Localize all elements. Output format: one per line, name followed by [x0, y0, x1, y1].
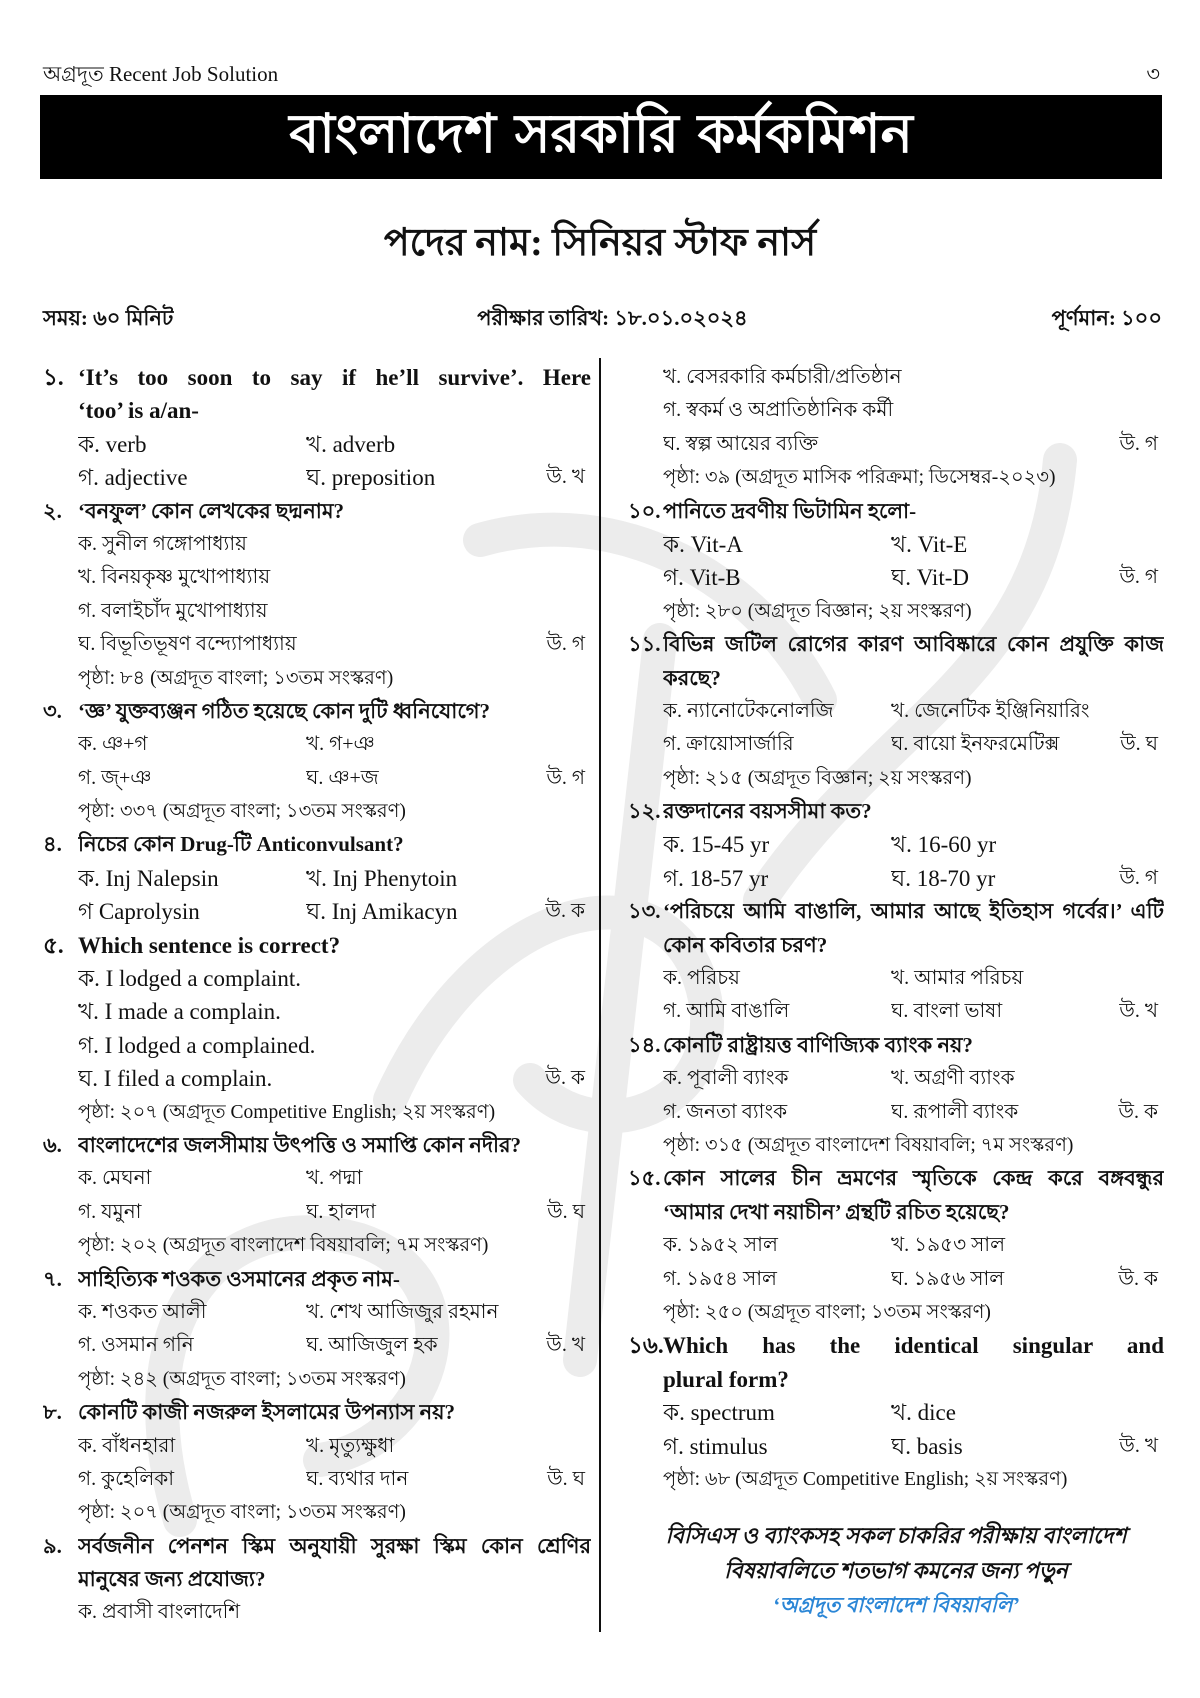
page-reference: [628, 461, 1164, 494]
option-text: খ. I made a complain.: [78, 999, 281, 1025]
option-ka: ক. ন্যানোটেকনোলজি: [663, 699, 834, 722]
options-row: [43, 1162, 591, 1195]
reference-text: পৃষ্ঠা: ২০৭ (অগ্রদূত বাংলা; ১৩তম সংস্করণ): [78, 1502, 406, 1524]
page-reference: [43, 795, 591, 828]
question-stem: [628, 795, 1164, 828]
option-ga: গ. ক্রায়োসার্জারি: [663, 733, 794, 756]
question-2: [43, 495, 591, 695]
question-number: ১১.: [628, 632, 661, 657]
reference-text: পৃষ্ঠা: ২৫০ (অগ্রদূত বাংলা; ১৩তম সংস্করণ): [663, 1301, 991, 1323]
option-ga: গ. adjective: [78, 465, 188, 491]
options-row: [628, 862, 1164, 895]
option-ka: ক. পূবালী ব্যাংক: [663, 1067, 789, 1090]
post-title: পদের নাম: সিনিয়র স্টাফ নার্স: [383, 222, 817, 264]
answer-key: উ. ঘ: [547, 1467, 585, 1490]
question-5: [43, 929, 591, 1129]
options-row: [628, 728, 1164, 761]
options-row: [628, 528, 1164, 561]
option-gha: [43, 1062, 591, 1095]
option-ga: গ. জনতা ব্যাংক: [663, 1100, 788, 1123]
answer-key: উ. খ: [546, 1334, 585, 1357]
question-stem: [43, 929, 591, 962]
right-column: [628, 361, 1164, 1623]
option-kha: খ. ১৯৫৩ সাল: [891, 1234, 1005, 1257]
question-number: ১০.: [628, 498, 661, 523]
option-ga: গ. কুহেলিকা: [78, 1467, 175, 1490]
question-stem: [43, 361, 591, 394]
reference-text: পৃষ্ঠা: ২০২ (অগ্রদূত বাংলাদেশ বিষয়াবলি; ৭ম সংস্করণ): [78, 1235, 489, 1257]
question-text: নিচের কোন Drug-টি Anticonvulsant?: [78, 832, 404, 857]
reference-text: পৃষ্ঠা: ২০৭ (অগ্রদূত Competitive English; ২য় সংস্করণ): [78, 1101, 496, 1123]
question-text: সর্বজনীন পেনশন স্কিম অনুযায়ী সুরক্ষা স্কিম কোন শ্রেণির: [78, 1533, 591, 1558]
page-number: ৩: [1146, 62, 1160, 86]
question-stem: [43, 1530, 591, 1563]
option-ga: [628, 394, 1164, 427]
answer-key: উ. ক: [1118, 1100, 1158, 1123]
book-promo: [628, 1518, 1164, 1623]
option-ka: [43, 528, 591, 561]
answer-key: উ. গ: [1119, 432, 1158, 455]
exam-info-row: [43, 303, 1162, 333]
option-ga: গ Caprolysin: [78, 899, 200, 925]
page-reference: [628, 595, 1164, 628]
page-reference: [628, 762, 1164, 795]
question-9-continued: [628, 361, 1164, 495]
options-row: [628, 1263, 1164, 1296]
exam-time: সময়: ৬০ মিনিট: [43, 306, 174, 330]
question-text: মানুষের জন্য প্রযোজ্য?: [78, 1567, 266, 1592]
question-10: [628, 495, 1164, 629]
reference-text: পৃষ্ঠা: ৩৯ (অগ্রদূত মাসিক পরিক্রমা; ডিসেম্বর-২০২৩): [663, 467, 1056, 489]
option-text: খ. বিনয়কৃষ্ণ মুখোপাধ্যায়: [78, 566, 271, 589]
reference-text: পৃষ্ঠা: ৮৪ (অগ্রদূত বাংলা; ১৩তম সংস্করণ): [78, 667, 394, 689]
page-reference: [43, 1363, 591, 1396]
option-ga: গ. Vit-B: [663, 565, 741, 591]
question-text: কোনটি কাজী নজরুল ইসলামের উপন্যাস নয়?: [78, 1400, 455, 1425]
options-row: [628, 1229, 1164, 1262]
answer-key: উ. খ: [546, 466, 585, 489]
option-kha: খ. dice: [891, 1400, 956, 1426]
option-ka: ক. 15-45 yr: [663, 832, 770, 858]
option-gha: ঘ. ঞ+জ: [306, 766, 379, 789]
question-stem-continued: [628, 1196, 1164, 1229]
page-reference: [628, 1296, 1164, 1329]
question-1: [43, 361, 591, 495]
question-number: ৩.: [43, 698, 62, 723]
options-row: [43, 1329, 591, 1362]
promo-book-title: ‘অগ্রদূত বাংলাদেশ বিষয়াবলি’: [772, 1593, 1020, 1618]
question-7: [43, 1263, 591, 1397]
options-row: [43, 1196, 591, 1229]
option-ga: [43, 1029, 591, 1062]
options-row: [43, 461, 591, 494]
option-gha: ঘ. ১৯৫৬ সাল: [891, 1267, 1005, 1290]
question-9: [43, 1530, 591, 1630]
question-stem: [43, 828, 591, 861]
option-gha: [628, 428, 1164, 461]
question-text: Which has the identical singular and: [663, 1333, 1164, 1359]
reference-text: পৃষ্ঠা: ২৪২ (অগ্রদূত বাংলা; ১৩তম সংস্করণ): [78, 1368, 406, 1390]
question-8: [43, 1396, 591, 1530]
option-gha: ঘ. basis: [891, 1433, 963, 1459]
option-text: ক. প্রবাসী বাংলাদেশি: [78, 1601, 241, 1624]
option-ga: [43, 595, 591, 628]
question-stem-continued: [628, 929, 1164, 962]
question-stem: [43, 1263, 591, 1296]
options-row: [628, 1096, 1164, 1129]
answer-key: উ. খ: [1119, 1434, 1158, 1457]
question-number: ১৬.: [628, 1333, 664, 1359]
question-text: বাংলাদেশের জলসীমায় উৎপত্তি ও সমাপ্তি কোন নদীর?: [78, 1132, 522, 1157]
options-row: [628, 1062, 1164, 1095]
option-kha: খ. Vit-E: [891, 531, 968, 557]
question-stem: [628, 628, 1164, 661]
option-kha: খ. adverb: [306, 431, 396, 457]
option-gha: ঘ. 18-70 yr: [891, 865, 996, 891]
page-reference: [628, 1129, 1164, 1162]
full-marks: পূর্ণমান: ১০০: [1051, 306, 1162, 330]
question-text: কোন সালের চীন ভ্রমণের স্মৃতিকে কেন্দ্র করে বঙ্গবন্ধুর: [663, 1166, 1164, 1191]
running-header: অগ্রদূত Recent Job Solution: [43, 62, 279, 86]
option-ka: ক. Inj Nalepsin: [78, 865, 219, 891]
option-text: গ. বলাইচাঁদ মুখোপাধ্যায়: [78, 599, 268, 622]
question-number: ৪.: [43, 832, 62, 857]
options-row: [43, 1463, 591, 1496]
option-kha: খ. মৃত্যুক্ষুধা: [306, 1434, 395, 1457]
option-kha: খ. শেখ আজিজুর রহমান: [306, 1300, 499, 1323]
question-stem: [43, 1129, 591, 1162]
question-number: ৬.: [43, 1132, 62, 1157]
left-column: [43, 361, 591, 1630]
option-ka: ক. verb: [78, 431, 147, 457]
option-ga: গ. ওসমান গনি: [78, 1334, 194, 1357]
question-number: ৯.: [43, 1533, 62, 1558]
question-text: plural form?: [663, 1366, 789, 1392]
option-kha: খ. গ+ঞ: [306, 733, 375, 756]
question-stem-continued: [628, 1363, 1164, 1396]
option-gha: ঘ. বায়ো ইনফরমেটিক্স: [891, 733, 1060, 756]
question-stem: [43, 1396, 591, 1429]
question-text: ‘too’ is a/an-: [78, 398, 199, 424]
question-4: [43, 828, 591, 928]
options-row: [628, 695, 1164, 728]
question-text: করছে?: [663, 665, 721, 690]
options-row: [628, 828, 1164, 861]
question-stem: [43, 695, 591, 728]
question-16: [628, 1329, 1164, 1496]
option-text: খ. বেসরকারি কর্মচারী/প্রতিষ্ঠান: [663, 366, 902, 388]
answer-key: উ. গ: [1119, 566, 1158, 589]
option-kha: খ. আমার পরিচয়: [891, 967, 1024, 990]
question-text: পানিতে দ্রবণীয় ভিটামিন হলো-: [663, 498, 917, 523]
question-number: ১৪.: [628, 1032, 661, 1057]
option-ga: গ. ১৯৫৪ সাল: [663, 1267, 777, 1290]
option-gha: ঘ. আজিজুল হক: [306, 1334, 438, 1357]
exam-date: পরীক্ষার তারিখ: ১৮.০১.০২০২৪: [477, 306, 748, 330]
question-text: কোন কবিতার চরণ?: [663, 932, 828, 957]
question-number: ৮.: [43, 1400, 62, 1425]
question-stem: [43, 495, 591, 528]
promo-line: বিষয়াবলিতে শতভাগ কমনের জন্য পড়ুন: [724, 1558, 1068, 1584]
answer-key: উ. ক: [545, 900, 585, 923]
page-reference: [43, 1229, 591, 1262]
question-13: [628, 895, 1164, 1029]
option-gha: ঘ. Vit-D: [891, 565, 969, 591]
banner-title: বাংলাদেশ সরকারি কর্মকমিশন: [289, 102, 913, 165]
commission-banner: [40, 95, 1162, 179]
option-ga: গ. আমি বাঙালি: [663, 1000, 790, 1023]
option-ga: গ. 18-57 yr: [663, 865, 769, 891]
options-row: [628, 561, 1164, 594]
option-ka: [43, 1596, 591, 1629]
question-number: ১২.: [628, 799, 661, 824]
option-kha: খ. অগ্রণী ব্যাংক: [891, 1067, 1015, 1090]
question-6: [43, 1129, 591, 1263]
options-row: [628, 962, 1164, 995]
column-divider: [599, 358, 601, 1632]
option-ka: ক. ১৯৫২ সাল: [663, 1234, 778, 1257]
question-14: [628, 1029, 1164, 1163]
option-gha: ঘ. ব্যথার দান: [306, 1467, 409, 1490]
option-gha: ঘ. preposition: [306, 465, 436, 491]
question-stem: [628, 1162, 1164, 1195]
question-text: রক্তদানের বয়সসীমা কত?: [663, 799, 872, 824]
option-text: গ. স্বকর্ম ও অপ্রাতিষ্ঠানিক কর্মী: [663, 399, 894, 422]
question-number: ৫.: [43, 932, 64, 958]
question-stem: [628, 495, 1164, 528]
reference-text: পৃষ্ঠা: ৬৮ (অগ্রদূত Competitive English; ২য় সংস্করণ): [663, 1468, 1068, 1490]
answer-key: উ. গ: [1119, 866, 1158, 889]
question-stem-continued: [628, 662, 1164, 695]
answer-key: উ. ক: [545, 1067, 585, 1090]
options-row: [43, 1296, 591, 1329]
page-reference: [43, 662, 591, 695]
option-ka: ক. মেঘনা: [78, 1167, 152, 1190]
reference-text: পৃষ্ঠা: ৩১৫ (অগ্রদূত বাংলাদেশ বিষয়াবলি; ৭ম সংস্করণ): [663, 1134, 1074, 1156]
question-stem-continued: [43, 394, 591, 427]
page-reference: [43, 1496, 591, 1529]
option-text: ঘ. I filed a complain.: [78, 1066, 273, 1092]
option-kha: খ. Inj Phenytoin: [306, 865, 458, 891]
option-text: গ. I lodged a complained.: [78, 1032, 316, 1058]
question-text: ‘পরিচয়ে আমি বাঙালি, আমার আছে ইতিহাস গর্বের।’ এটি: [663, 899, 1164, 924]
reference-text: পৃষ্ঠা: ২৮০ (অগ্রদূত বিজ্ঞান; ২য় সংস্করণ): [663, 600, 972, 622]
page-reference: [43, 1096, 591, 1129]
page-reference: [628, 1463, 1164, 1496]
options-row: [628, 1396, 1164, 1429]
reference-text: পৃষ্ঠা: ২১৫ (অগ্রদূত বিজ্ঞান; ২য় সংস্করণ): [663, 767, 972, 789]
option-gha: ঘ. হালদা: [306, 1200, 376, 1223]
option-kha: [628, 361, 1164, 394]
promo-line: বিসিএস ও ব্যাংকসহ সকল চাকরির পরীক্ষায় বাংলাদেশ: [665, 1523, 1127, 1549]
question-text: ‘জ্ঞ’ যুক্তব্যঞ্জন গঠিত হয়েছে কোন দুটি ধ্বনিযোগে?: [78, 698, 491, 723]
option-ka: ক. Vit-A: [663, 531, 743, 557]
question-15: [628, 1162, 1164, 1329]
option-text: ঘ. বিভূতিভূষণ বন্দ্যোপাধ্যায়: [78, 633, 297, 656]
answer-key: উ. ঘ: [547, 1200, 585, 1223]
question-stem-continued: [43, 1563, 591, 1596]
answer-key: উ. খ: [1119, 1000, 1158, 1023]
question-number: ১৩.: [628, 899, 661, 924]
option-ga: গ. stimulus: [663, 1433, 768, 1459]
option-ka: ক. বাঁধনহারা: [78, 1434, 176, 1457]
answer-key: উ. গ: [546, 633, 585, 656]
option-kha: [43, 995, 591, 1028]
options-row: [43, 862, 591, 895]
question-number: ১৫.: [628, 1166, 661, 1191]
reference-text: পৃষ্ঠা: ৩৩৭ (অগ্রদূত বাংলা; ১৩তম সংস্করণ): [78, 801, 406, 823]
option-kha: খ. পদ্মা: [306, 1167, 363, 1190]
option-text: ক. সুনীল গঙ্গোপাধ্যায়: [78, 532, 247, 555]
options-row: [628, 995, 1164, 1028]
question-text: বিভিন্ন জটিল রোগের কারণ আবিষ্কারে কোন প্রযুক্তি কাজ: [663, 632, 1164, 657]
question-stem: [628, 1029, 1164, 1062]
option-ka: ক. পরিচয়: [663, 967, 740, 990]
options-row: [628, 1430, 1164, 1463]
question-stem: [628, 1329, 1164, 1362]
answer-key: উ. গ: [546, 766, 585, 789]
option-ga: গ. যমুনা: [78, 1200, 142, 1223]
options-row: [43, 1430, 591, 1463]
option-kha: খ. জেনেটিক ইঞ্জিনিয়ারিং: [891, 699, 1090, 722]
question-text: ‘আমার দেখা নয়াচীন’ গ্রন্থটি রচিত হয়েছে?: [663, 1199, 1010, 1224]
question-text: কোনটি রাষ্ট্রায়ত্ত বাণিজ্যিক ব্যাংক নয়?: [663, 1032, 973, 1057]
option-gha: ঘ. Inj Amikacyn: [306, 899, 458, 925]
question-number: ২.: [43, 498, 62, 523]
answer-key: উ. ঘ: [1120, 733, 1158, 756]
answer-key: উ. ক: [1118, 1267, 1158, 1290]
option-text: ক. I lodged a complaint.: [78, 966, 302, 992]
option-ka: ক. শওকত আলী: [78, 1300, 207, 1323]
option-ka: ক. spectrum: [663, 1400, 775, 1426]
options-row: [43, 428, 591, 461]
question-text: Which sentence is correct?: [78, 932, 341, 958]
question-text: সাহিত্যিক শওকত ওসমানের প্রকৃত নাম-: [78, 1266, 400, 1291]
question-text: ‘বনফুল’ কোন লেখকের ছদ্মনাম?: [78, 498, 345, 523]
option-gha: ঘ. রূপালী ব্যাংক: [891, 1100, 1019, 1123]
option-kha: খ. 16-60 yr: [891, 832, 997, 858]
option-ka: [43, 962, 591, 995]
question-11: [628, 628, 1164, 795]
options-row: [43, 895, 591, 928]
question-12: [628, 795, 1164, 895]
option-ka: ক. ঞ+গ: [78, 733, 148, 756]
question-number: ১.: [43, 365, 64, 390]
option-text: ঘ. স্বল্প আয়ের ব্যক্তি: [663, 432, 819, 455]
option-ga: গ. জ্+ঞ: [78, 766, 152, 789]
option-gha: [43, 628, 591, 661]
question-stem: [628, 895, 1164, 928]
options-row: [43, 728, 591, 761]
option-kha: [43, 561, 591, 594]
options-row: [43, 762, 591, 795]
question-number: ৭.: [43, 1266, 62, 1291]
question-text: ‘It’s too soon to say if he’ll survive’. Here: [78, 365, 591, 390]
option-gha: ঘ. বাংলা ভাষা: [891, 1000, 1003, 1023]
question-3: [43, 695, 591, 829]
